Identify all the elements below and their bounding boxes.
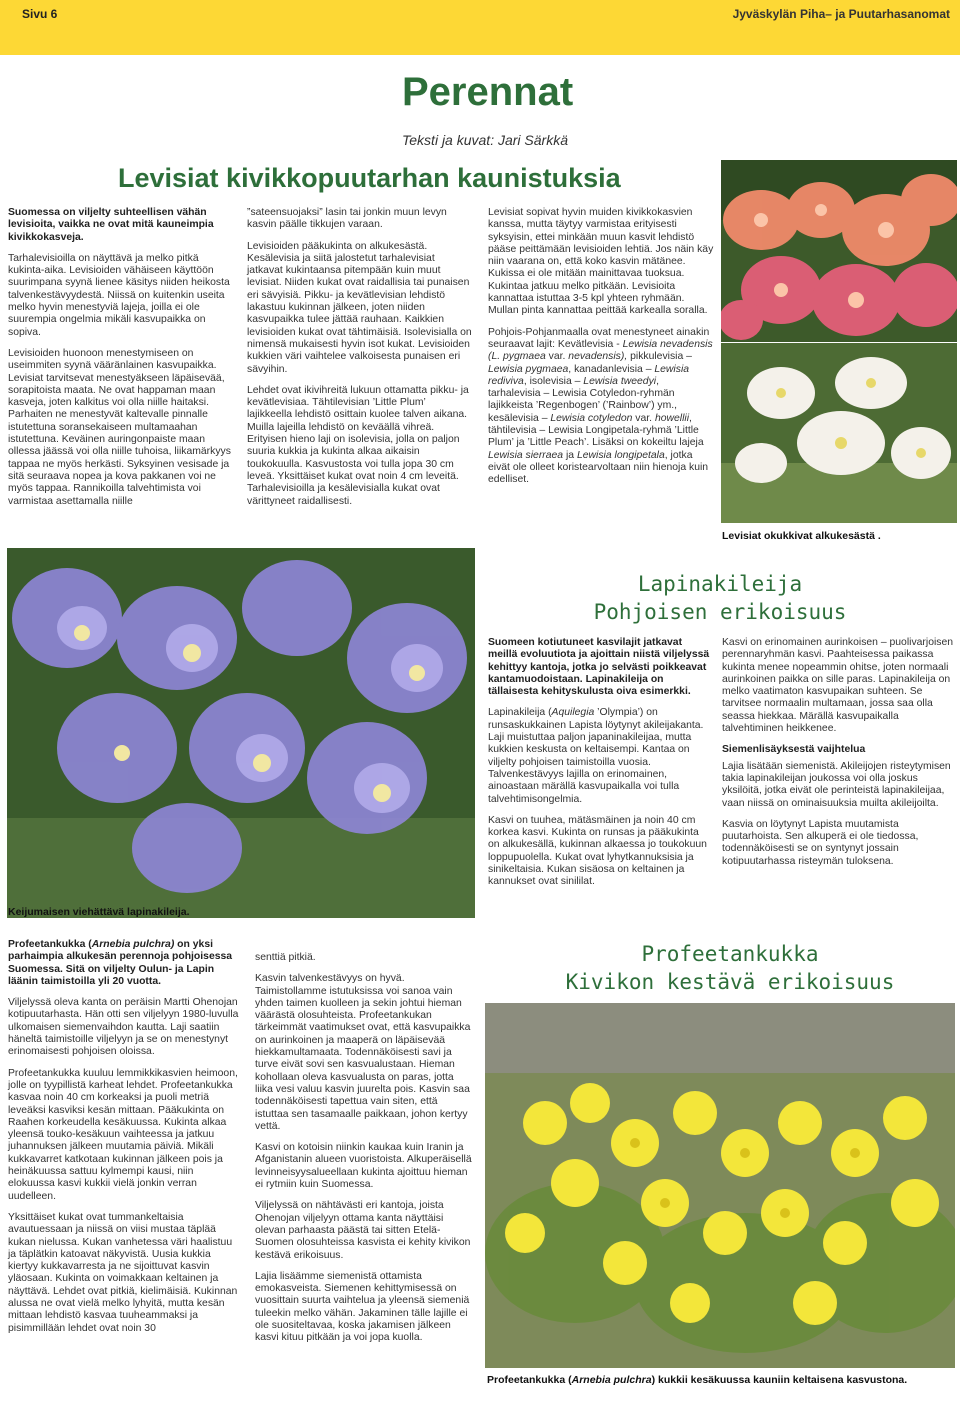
byline: Teksti ja kuvat: Jari Särkkä	[402, 132, 568, 148]
profeetankukka-title-line1: Profeetankukka	[641, 942, 819, 966]
lapinakileija-column-2	[722, 637, 954, 877]
profeetankukka-paragraph: Profeetankukka kuuluu lemmikkikasvien heimoon, jolle on tyypillistä karheat lehdet. Profeetankukka kasvaa noin 40 cm korkeaksi ja puoli metriä leveäksi kasviksi kesän mittaan. Pääkukinta on Raahen korkeudella kesäkuussa. Kukinta alkaa yleensä touko-kesäkuun vaihteessa ja jatkuu juhannuksen jälkeen muutamia päiviä. Mikäli kukkavarret katkotaan kukinnan jälkeen pois ja heinäkuussa sattuu kylmempi kausi, niin elokuussa kasvi kukkii vielä jonkin verran uudelleen.	[8, 1067, 238, 1202]
lapinakileija-paragraph: Lajia lisätään siemenistä. Akileijojen risteytymisen takia lapinakileijan joukossa voi olla joskus yksilöitä, jotka eivät ole perinteistä lapinakileijaa, vaan niissä on ominaisuuksia muilta akileijoilta.	[722, 760, 951, 809]
page-number: Sivu 6	[22, 7, 58, 21]
levisiat-paragraph: Levisioiden huonoon menestymiseen on useimmiten syynä vääränlainen kasvupaikka. Levisiat tarvitsevat menestyäkseen läpäisevää, sorapitoista maata. Ne ovat happaman maan kasveja, joten kalkitus voi olla niille haitaksi. Parhaiten ne menestyvät kaltevalle pinnalle istutettuna soransekaiseen multamaahan istutettuna. Keväinen auringonpaiste maan ollessa jäässä voi olla niille tuhoisa, liikamärkyys tappaa ne myös herkästi. Syksyinen vesisade ja sitä seuraava nopea ja kova pakkanen voi ne myös tappaa. Rannikoilla talvehtimista voi varmistaa asettamalla niille	[8, 347, 231, 507]
publication-name: Jyväskylän Piha– ja Puutarhasanomat	[732, 7, 950, 21]
aquilegia-caption: Keijumaisen viehättävä lapinakileija.	[8, 906, 190, 918]
aquilegia-image	[7, 548, 475, 918]
levisiat-paragraph: Levisiat sopivat hyvin muiden kivikkokasvien kanssa, mutta täytyy varmistaa erityisesti syksyisin, ettei minkään muun kasvit lehdistö pääse peittämään levisioiden lehtiä. Jos näin käy niin vaarana on, että koko kasvin mätänee. Kukissa ei ole mitään mainittavaa tuoksua. Kukintaa jatkuu melko pitkään. Levisioita kannattaa istuttaa 3-5 kpl yhteen ryhmään. Mullan pinta kannattaa peittää karkealla soralla.	[488, 207, 714, 317]
levisiat-heading: Levisiat kivikkopuutarhan kaunistuksia	[118, 163, 621, 193]
levisia-pink-photo	[721, 160, 957, 342]
main-title: Perennat	[402, 70, 574, 114]
levisiat-column-2	[247, 207, 472, 517]
profeetankukka-paragraph: senttiä pitkiä.	[255, 952, 316, 963]
levisiat-paragraph: Levisioiden pääkukinta on alkukesästä. Kesälevisia ja siitä jalostetut tarhalevisiat jatkavat kukintaansa pitempään kuin muut levisiat. Niiden kukat ovat raidallisia tai punaisen eri sävyisiä. Pikku- ja kevätlevisian lehdistö lakastuu kukinnan jälkeen, joten niiden kasvupaikka tulee jättää rauhaan. Kaikkien levisioiden kukat ovat tähtimäisiä. Isolevisialla on nimensä mukaisesti hyvin isot kukat. Levisioiden kukkien väri vaihtelee valkoisesta punaisen eri sävyihin.	[247, 240, 472, 375]
levisia-white-photo	[721, 343, 957, 523]
levisiat-photo-caption: Levisiat okukkivat alkukesästä .	[722, 530, 881, 542]
levisiat-paragraph: Lehdet ovat ikivihreitä lukuun ottamatta pikku- ja kevätlevisiaa. Tähtilevisian ’Little Plum’ lajikkeella lehdistö osittain kuolee talven aikana. Muilla lajeilla lehdistö on keväällä vihreä. Erityisen hieno laji on isolevisia, jolla on paljon suuria kukkia ja kukinta alkaa aikaisin toukokuulla. Kasvustosta voi tulla jopa 30 cm leveä. Yksittäiset kukat ovat noin 4 cm leveitä. Tarhalevisioilla ja kesälevisialla kukat ovat värittyneet raidallisesti.	[247, 384, 469, 507]
levisiat-column-1	[8, 207, 236, 517]
levisiat-lead: Suomessa on viljelty suhteellisen vähän levisioita, vaikka ne ovat mitä kauneimpia kivikkokasveja.	[8, 207, 214, 243]
lapinakileija-title-line1: Lapinakileija	[637, 572, 803, 596]
profeetankukka-paragraph: Kasvi on kotoisin niinkin kaukaa kuin Iranin ja Afganistanin alueen vuoristoista. Alkuperäisellä levinneisyysalueellaan kukinta ajoittuu hieman ei rytmiin kuin Suomessa.	[255, 1142, 472, 1191]
profeetankukka-title	[530, 940, 930, 996]
aquilegia-photo	[7, 548, 475, 918]
levisia-pink-image	[721, 160, 957, 342]
profeetankukka-column-1	[8, 939, 240, 1344]
lapinakileija-subheading: Siemenlisäyksestä vaijhtelua	[722, 744, 866, 756]
lapinakileija-paragraph: Kasvi on tuuhea, mätäsmäinen ja noin 40 cm korkea kasvi. Kukinta on runsas ja pääkukinta on alkukesällä, kukinnan alkaessa jo toukokuun loppupuolella. Kukat ovat lyhytkannuksisia ja sinikeltaisia. Kukan sisäosa on keltainen ja kannukset ovat sinililat.	[488, 814, 707, 888]
levisiat-paragraph: Tarhalevisioilla on näyttävä ja melko pitkä kukinta-aika. Levisioiden vähäiseen käyttöön suurimpana syynä lienee käsitys niiden heikosta talvenkestävyydestä. Niissä on kuitenkin useita melko hyvin menestyviä lajeja, joilla ei ole suurempia ongelmia mikäli kasvupaikka on sopiva.	[8, 252, 230, 338]
profeetankukka-lead: Profeetankukka (Arnebia pulchra) on yksi parhaimpia alkukesän perennoja pohjoisessa Suomessa. Sitä on viljelty Oulun- ja Lapin läänin taimistoilla yli 20 vuotta.	[8, 939, 233, 987]
levisiat-column-3	[488, 207, 714, 496]
lapinakileija-paragraph: Kasvia on löytynyt Lapista muutamista puutarhoista. Sen alkuperä ei ole tiedossa, todennäköisesti se on syntynyt jossain kotipuutarhassa risteymän tuloksena.	[722, 818, 919, 867]
profeetankukka-paragraph: Viljelyssä on nähtävästi eri kantoja, joista Ohenojan viljelyyn ottama kanta näyttäisi olevan parhaasta päästä tai sitten Etelä-Suomen olosuhteissa kasvista ei kehity kivikon kestävä erikoisuus.	[255, 1200, 471, 1261]
levisiat-paragraph: ”sateensuojaksi” lasin tai jonkin muun levyn kasvin päälle tikkujen varaan.	[247, 207, 447, 231]
lapinakileija-paragraph: Lapinakileija (Aquilegia ’Olympia’) on runsaskukkainen Lapista löytynyt akileijakanta. Laji muistuttaa paljon japaninakileijaa, mutta kukkien keskusta on keltaisempi. Kantaa on viljelty pohjoisen taimistoilla vuosia. Talvenkestävyys lajilla on erinomainen, ainoastaan märällä kasvupaikalla voi tulla talvehtimisongelmia.	[488, 707, 704, 805]
arnebia-image	[485, 1003, 955, 1368]
profeetankukka-paragraph: Viljelyssä oleva kanta on peräisin Martti Ohenojan kotipuutarhasta. Hän otti sen viljelyyn 1980-luvulla ulkomaisen siemenvaihdon kautta. Laji saatiin häneltä taimistoille viljelyyn ja se on menestynyt erinomaisesti pohjoisen oloissa.	[8, 997, 239, 1058]
levisiat-species-paragraph: Pohjois-Pohjanmaalla ovat menestyneet ainakin seuraavat lajit: Kevätlevisia - Lewisia nevadensis (L. pygmaea var. nevadensis), pikkulevisia – Lewisia pygmaea, kanadanlevisia – Lewisia rediviva, isolevisia – Lewisia tweedyi, tarhalevisia – Lewisia Cotyledon-ryhmän lajikkeista ’Regenbogen’ (’Rainbow’) ym., kesälevisia – Lewisia cotyledon var. howellii, tähtilevisia – Lewisia Longipetala-ryhmä ’Little Plum’ ja ’Little Peach’. Lisäksi on kokeiltu lajeja Lewisia sierraea ja Lewisia longipetala, jotka eivät ole olleet koristearvoltaan niin hienoja kuin edelliset.	[488, 326, 713, 486]
arnebia-photo	[485, 1003, 955, 1368]
profeetankukka-title-line2: Kivikon kestävä erikoisuus	[565, 970, 895, 994]
lapinakileija-column-1	[488, 637, 713, 898]
lapinakileija-lead: Suomeen kotiutuneet kasvilajit jatkavat meillä evoluutiota ja ajoittain niistä viljelyssä kehittyy kantoja, jotka jo selvästi poikkeavat kantamuodoistaan. Lapinakileija on tällaisesta kehityskulusta oiva esimerkki.	[488, 637, 710, 698]
profeetankukka-column-2	[255, 952, 473, 1354]
profeetankukka-paragraph: Kasvin talvenkestävyys on hyvä. Taimistollamme istutuksissa voi sanoa vain yhden taimen kuolleen ja sekin johtui hieman väärästä olosuhteista. Profeetankukan tärkeimmät vaatimukset ovat, että kasvupaikka on aurinkoinen ja maaperä on läpäisevää hiekkamultamaata. Todennäköisesti savi ja turve eivät sovi sen kasvualustaan. Hieman kohollaan oleva kasvualusta on paras, jotta liika vesi valuu kasvin juurelta pois. Kasvin saa todennäköisesti tapettua vain siten, että istuttaa sen tasamaalle paikkaan, johon kertyy vettä.	[255, 973, 471, 1132]
profeetankukka-paragraph: Yksittäiset kukat ovat tummankeltaisia avautuessaan ja niissä on viisi mustaa täplää kukan nielussa. Kukan vanhetessa väri haalistuu ja täplätkin katoavat näkyvistä. Uusia kukkia kiertyy kukkavarresta ja ne sijoittuvat kasvin yläosaan. Kukinta on voimakkaan keltainen ja näyttävä. Lehdet ovat pitkiä, kielimäisiä. Kukinnan alussa ne ovat vielä melko lyhyitä, mutta kesän mittaan lehdistö kasvaa tuuheammaksi ja pisimmillään lehdet ovat noin 30	[8, 1211, 238, 1334]
lapinakileija-paragraph: Kasvi on erinomainen aurinkoisen – puolivarjoisen perennaryhmän kasvi. Paahteisessa paikassa kukinta menee nopeammin ohitse, joten normaali aurinkoinen paikka on sille paras. Lapinakileija on melko vaatimaton kasvupaikan suhteen. Se tarvitsee normaalin multamaan, jossa saa olla seassa hiekkaa. Märällä kasvupaikalla talvehtiminen heikkenee.	[722, 637, 954, 735]
arnebia-caption: Profeetankukka (Arnebia pulchra) kukkii kesäkuussa kauniin keltaisena kasvustona.	[487, 1374, 908, 1386]
profeetankukka-paragraph: Lajia lisäämme siemenistä ottamista emokasveista. Siemenen kehittymisessä on vuosittain suurta vaihtelua ja yleensä siemeniä tuleekin melko vähän. Jakaminen tälle lajille ei ole suositeltavaa, koska jakamisen jälkeen kasvi kituu pitkään ja voi jopa kuolla.	[255, 1270, 470, 1344]
lapinakileija-title	[520, 570, 920, 626]
lapinakileija-title-line2: Pohjoisen erikoisuus	[593, 600, 847, 624]
levisia-white-image	[721, 343, 957, 523]
